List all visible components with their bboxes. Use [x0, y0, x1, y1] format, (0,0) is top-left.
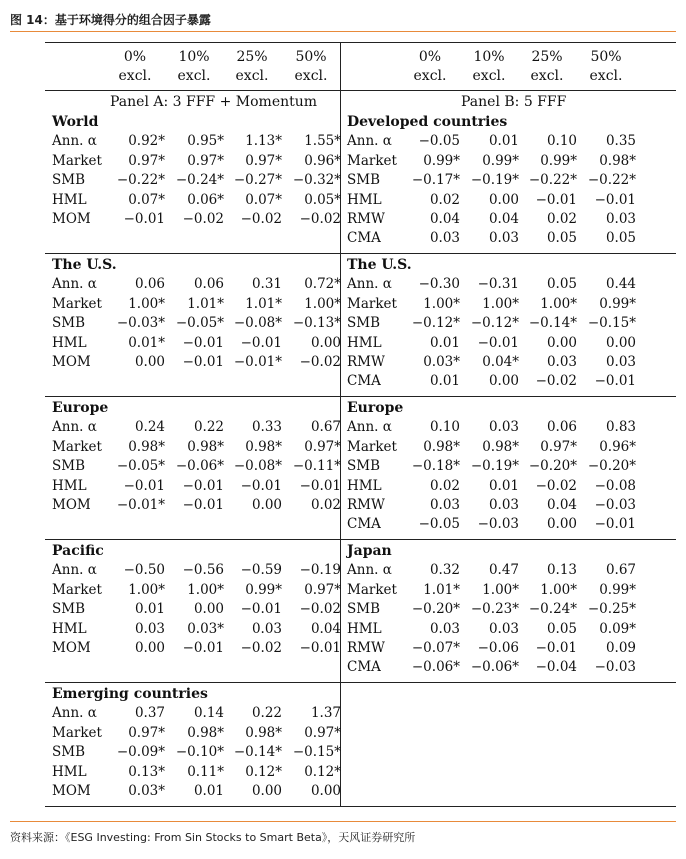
- column-header-line1: 0%: [123, 49, 147, 65]
- table-cell: 0.03: [488, 497, 519, 513]
- row-label: Market: [52, 724, 102, 741]
- table-cell: 0.98*: [482, 438, 519, 455]
- column-header-line1: 50%: [590, 49, 622, 65]
- table-cell: −0.30: [418, 276, 460, 293]
- table-cell: 0.99*: [482, 152, 519, 169]
- table-cell: −0.01: [594, 516, 636, 533]
- title-rule: [10, 31, 676, 32]
- row-label: MOM: [52, 497, 91, 513]
- table-cell: 0.98*: [187, 724, 224, 741]
- row-label: SMB: [52, 315, 85, 332]
- table-cell: 0.97*: [128, 152, 165, 169]
- row-label: CMA: [347, 373, 381, 390]
- table-cell: 0.00: [310, 334, 341, 351]
- column-header-line1: 25%: [531, 49, 563, 65]
- panel-a-title: Panel A: 3 FFF + Momentum: [110, 94, 318, 110]
- table-cell: 0.00: [251, 783, 282, 799]
- table-cell: 0.92*: [128, 133, 165, 150]
- table-cell: 0.10: [429, 419, 460, 436]
- row-label: Market: [347, 295, 397, 312]
- table-cell: −0.11*: [292, 458, 341, 475]
- table-cell: 1.00*: [482, 295, 519, 312]
- block-separator: [340, 682, 676, 683]
- row-label: Market: [347, 438, 397, 455]
- table-cell: 0.00: [193, 601, 224, 618]
- table-cell: −0.02: [182, 211, 224, 227]
- table-cell: 1.00*: [128, 295, 165, 312]
- column-header-line2: excl.: [472, 68, 506, 84]
- row-label: Market: [52, 295, 102, 312]
- block-name: World: [52, 114, 99, 130]
- table-cell: −0.20*: [411, 601, 460, 618]
- table-cell: 0.06*: [187, 191, 224, 208]
- row-label: HML: [52, 477, 87, 494]
- column-header-a-3: [276, 48, 346, 86]
- column-header-line1: 0%: [418, 49, 442, 65]
- table-cell: 0.05: [546, 230, 577, 247]
- table-cell: 0.98*: [423, 438, 460, 455]
- row-label: Ann. α: [52, 133, 97, 150]
- table-cell: 0.98*: [245, 724, 282, 741]
- column-header-line2: excl.: [177, 68, 211, 84]
- table-cell: 0.03: [429, 620, 460, 637]
- table-cell: −0.06*: [411, 659, 460, 676]
- table-cell: 0.02: [429, 191, 460, 208]
- row-label: SMB: [347, 315, 380, 332]
- table-cell: 0.47: [488, 562, 519, 579]
- table-cell: 0.03: [251, 620, 282, 637]
- table-cell: −0.22*: [528, 172, 577, 189]
- table-cell: −0.27*: [233, 172, 282, 189]
- block-name: Japan: [347, 543, 392, 559]
- table-cell: −0.03: [594, 497, 636, 513]
- table-cell: 1.00*: [187, 581, 224, 598]
- row-label: HML: [347, 477, 382, 494]
- row-label: MOM: [52, 783, 91, 799]
- table-cell: −0.19*: [470, 172, 519, 189]
- table-cell: −0.06: [477, 640, 519, 656]
- column-header-line2: excl.: [589, 68, 623, 84]
- table-cell: −0.56: [182, 562, 224, 579]
- table-cell: 0.00: [134, 640, 165, 656]
- row-label: SMB: [52, 172, 85, 189]
- column-header-line2: excl.: [235, 68, 269, 84]
- table-cell: 1.01*: [245, 295, 282, 312]
- table-cell: −0.01: [182, 477, 224, 494]
- table-cell: −0.01: [123, 211, 165, 227]
- block-separator: [45, 253, 676, 254]
- table-cell: 0.99*: [245, 581, 282, 598]
- table-cell: 1.00*: [423, 295, 460, 312]
- table-cell: −0.07*: [411, 640, 460, 656]
- table-cell: 0.07*: [128, 191, 165, 208]
- table-cell: 0.03: [488, 419, 519, 436]
- table-cell: −0.25*: [587, 601, 636, 618]
- table-cell: −0.01*: [116, 497, 165, 513]
- row-label: Market: [52, 438, 102, 455]
- column-header-line1: 25%: [236, 49, 268, 65]
- table-cell: 0.67: [605, 562, 636, 579]
- source-rule: [10, 821, 676, 822]
- table-cell: 1.01*: [187, 295, 224, 312]
- table-cell: −0.20*: [587, 458, 636, 475]
- row-label: HML: [52, 191, 87, 208]
- table-cell: −0.01: [123, 477, 165, 494]
- table-cell: 0.03*: [187, 620, 224, 637]
- table-cell: −0.15*: [587, 315, 636, 332]
- table-cell: 0.13: [546, 562, 577, 579]
- table-cell: 0.31: [251, 276, 282, 293]
- table-cell: 0.22: [251, 705, 282, 722]
- table-cell: 0.97*: [128, 724, 165, 741]
- table-cell: 0.01: [134, 601, 165, 618]
- table-cell: −0.02: [299, 601, 341, 618]
- table-cell: 0.03: [488, 620, 519, 637]
- table-cell: −0.24*: [175, 172, 224, 189]
- table-cell: 0.33: [251, 419, 282, 436]
- block-name: The U.S.: [347, 257, 412, 273]
- table-cell: 0.98*: [599, 152, 636, 169]
- table-cell: 1.37: [310, 705, 341, 722]
- table-cell: 0.00: [488, 191, 519, 208]
- table-cell: 0.03: [605, 354, 636, 370]
- row-label: SMB: [52, 458, 85, 475]
- column-header-line1: 50%: [295, 49, 327, 65]
- row-label: CMA: [347, 516, 381, 533]
- column-header-line2: excl.: [118, 68, 152, 84]
- table-cell: −0.01: [240, 477, 282, 494]
- table-cell: −0.20*: [528, 458, 577, 475]
- table-cell: 0.83: [605, 419, 636, 436]
- table-cell: −0.05: [418, 133, 460, 150]
- table-cell: 0.00: [251, 497, 282, 513]
- header-rule: [45, 90, 676, 91]
- table-cell: 0.01: [429, 373, 460, 390]
- table-cell: 0.01: [488, 477, 519, 494]
- table-cell: −0.24*: [528, 601, 577, 618]
- table-cell: 0.97*: [540, 438, 577, 455]
- table-cell: −0.01*: [233, 354, 282, 370]
- table-cell: 0.98*: [128, 438, 165, 455]
- table-cell: 0.03*: [128, 783, 165, 799]
- row-label: MOM: [52, 211, 91, 227]
- table-cell: −0.08*: [233, 458, 282, 475]
- table-cell: 0.09*: [599, 620, 636, 637]
- table-cell: 1.00*: [482, 581, 519, 598]
- table-cell: 0.04*: [482, 354, 519, 370]
- table-cell: 0.05: [605, 230, 636, 247]
- table-cell: 1.00*: [540, 295, 577, 312]
- row-label: Market: [52, 152, 102, 169]
- table-cell: 0.32: [429, 562, 460, 579]
- table-cell: −0.08: [594, 477, 636, 494]
- table-cell: −0.01: [182, 640, 224, 656]
- table-cell: 1.00*: [540, 581, 577, 598]
- table-cell: 0.01*: [128, 334, 165, 351]
- table-bottom-rule: [45, 806, 676, 807]
- table-cell: 1.13*: [245, 133, 282, 150]
- table-cell: 0.11*: [187, 763, 224, 780]
- table-cell: 0.05: [546, 276, 577, 293]
- table-cell: 0.03: [134, 620, 165, 637]
- column-header-line1: 10%: [473, 49, 505, 65]
- row-label: Ann. α: [347, 276, 392, 293]
- block-name: Europe: [347, 400, 404, 416]
- table-cell: −0.01: [240, 334, 282, 351]
- table-cell: −0.01: [477, 334, 519, 351]
- table-cell: 0.96*: [599, 438, 636, 455]
- table-cell: 0.97*: [304, 581, 341, 598]
- table-cell: 0.06: [193, 276, 224, 293]
- row-label: HML: [52, 334, 87, 351]
- table-cell: −0.22*: [116, 172, 165, 189]
- table-cell: 0.12*: [245, 763, 282, 780]
- table-cell: 0.99*: [599, 581, 636, 598]
- row-label: SMB: [52, 744, 85, 761]
- table-cell: 0.00: [488, 373, 519, 390]
- table-cell: −0.19*: [470, 458, 519, 475]
- block-separator: [45, 396, 676, 397]
- table-cell: 1.00*: [304, 295, 341, 312]
- table-cell: −0.12*: [411, 315, 460, 332]
- table-cell: 0.00: [546, 516, 577, 533]
- table-cell: 0.06: [134, 276, 165, 293]
- row-label: RMW: [347, 211, 385, 227]
- table-cell: 0.05: [546, 620, 577, 637]
- table-cell: −0.02: [240, 640, 282, 656]
- block-name: The U.S.: [52, 257, 117, 273]
- row-label: Ann. α: [347, 562, 392, 579]
- row-label: Ann. α: [52, 705, 97, 722]
- row-label: Ann. α: [52, 562, 97, 579]
- table-cell: 0.22: [193, 419, 224, 436]
- table-cell: 0.03: [488, 230, 519, 247]
- table-cell: 0.67: [310, 419, 341, 436]
- table-cell: −0.03: [477, 516, 519, 533]
- table-cell: −0.02: [299, 211, 341, 227]
- row-label: Ann. α: [52, 419, 97, 436]
- table-cell: −0.05: [418, 516, 460, 533]
- table-cell: −0.14*: [528, 315, 577, 332]
- table-cell: 1.55*: [304, 133, 341, 150]
- table-cell: 0.06: [546, 419, 577, 436]
- table-cell: −0.05*: [116, 458, 165, 475]
- table-cell: 0.12*: [304, 763, 341, 780]
- block-separator: [45, 539, 676, 540]
- block-name: Developed countries: [347, 114, 508, 130]
- table-cell: −0.23*: [470, 601, 519, 618]
- row-label: Ann. α: [52, 276, 97, 293]
- table-cell: −0.14*: [233, 744, 282, 761]
- table-cell: −0.10*: [175, 744, 224, 761]
- results-table: [45, 42, 676, 807]
- table-cell: 1.00*: [128, 581, 165, 598]
- table-cell: −0.17*: [411, 172, 460, 189]
- table-cell: 1.01*: [423, 581, 460, 598]
- column-header-line1: 10%: [178, 49, 210, 65]
- table-cell: 0.03: [429, 230, 460, 247]
- table-cell: −0.05*: [175, 315, 224, 332]
- row-label: Market: [347, 152, 397, 169]
- table-cell: −0.01: [535, 640, 577, 656]
- figure-title: 图 14：基于环境得分的组合因子暴露: [10, 13, 211, 27]
- table-cell: 0.14: [193, 705, 224, 722]
- table-cell: 0.03: [546, 354, 577, 370]
- table-cell: 0.02: [546, 211, 577, 227]
- table-cell: 0.99*: [423, 152, 460, 169]
- table-cell: −0.32*: [292, 172, 341, 189]
- source-note: 资料来源：《ESG Investing: From Sin Stocks to Smart Beta》，天风证券研究所: [10, 831, 416, 844]
- table-cell: 0.04: [429, 211, 460, 227]
- row-label: HML: [347, 334, 382, 351]
- table-top-rule: [45, 42, 676, 43]
- table-cell: −0.12*: [470, 315, 519, 332]
- table-cell: 0.02: [429, 477, 460, 494]
- table-cell: −0.15*: [292, 744, 341, 761]
- table-cell: −0.02: [535, 373, 577, 390]
- block-name: Europe: [52, 400, 109, 416]
- table-cell: 0.00: [310, 783, 341, 799]
- table-cell: 0.44: [605, 276, 636, 293]
- table-cell: −0.08*: [233, 315, 282, 332]
- table-cell: 0.98*: [187, 438, 224, 455]
- table-cell: −0.59: [240, 562, 282, 579]
- table-cell: 0.98*: [245, 438, 282, 455]
- row-label: SMB: [52, 601, 85, 618]
- table-cell: 0.95*: [187, 133, 224, 150]
- table-cell: −0.02: [240, 211, 282, 227]
- table-cell: −0.22*: [587, 172, 636, 189]
- row-label: RMW: [347, 640, 385, 656]
- row-label: Ann. α: [347, 419, 392, 436]
- table-cell: 0.97*: [187, 152, 224, 169]
- column-header-line2: excl.: [294, 68, 328, 84]
- table-cell: 0.01: [488, 133, 519, 150]
- row-label: Ann. α: [347, 133, 392, 150]
- table-cell: −0.01: [182, 354, 224, 370]
- table-cell: −0.01: [182, 334, 224, 351]
- row-label: SMB: [347, 601, 380, 618]
- table-cell: 0.13*: [128, 763, 165, 780]
- table-cell: 0.00: [546, 334, 577, 351]
- table-cell: 0.37: [134, 705, 165, 722]
- row-label: SMB: [347, 458, 380, 475]
- column-header-line2: excl.: [413, 68, 447, 84]
- row-label: CMA: [347, 659, 381, 676]
- row-label: MOM: [52, 640, 91, 656]
- panel-b-title: Panel B: 5 FFF: [461, 94, 567, 110]
- table-cell: −0.02: [535, 477, 577, 494]
- table-cell: 0.99*: [540, 152, 577, 169]
- row-label: HML: [52, 763, 87, 780]
- table-cell: 0.03: [429, 497, 460, 513]
- table-cell: −0.03: [594, 659, 636, 676]
- table-cell: −0.01: [240, 601, 282, 618]
- table-cell: −0.19: [299, 562, 341, 579]
- row-label: RMW: [347, 497, 385, 513]
- table-cell: −0.01: [299, 640, 341, 656]
- table-cell: −0.01: [594, 191, 636, 208]
- table-cell: −0.04: [535, 659, 577, 676]
- row-label: MOM: [52, 354, 91, 370]
- table-cell: −0.50: [123, 562, 165, 579]
- table-cell: 0.09: [605, 640, 636, 656]
- table-cell: −0.13*: [292, 315, 341, 332]
- table-cell: 0.00: [605, 334, 636, 351]
- table-cell: 0.05*: [304, 191, 341, 208]
- table-cell: 0.04: [310, 620, 341, 637]
- table-cell: 0.72*: [304, 276, 341, 293]
- table-cell: 0.03: [605, 211, 636, 227]
- column-header-line2: excl.: [530, 68, 564, 84]
- block-name: Emerging countries: [52, 686, 208, 702]
- table-cell: 0.04: [488, 211, 519, 227]
- table-cell: 0.99*: [599, 295, 636, 312]
- row-label: CMA: [347, 230, 381, 247]
- table-cell: 0.97*: [304, 438, 341, 455]
- table-cell: −0.09*: [116, 744, 165, 761]
- row-label: Market: [52, 581, 102, 598]
- block-name: Pacific: [52, 543, 104, 559]
- table-cell: 0.97*: [245, 152, 282, 169]
- table-cell: −0.06*: [175, 458, 224, 475]
- table-cell: −0.02: [299, 354, 341, 370]
- table-cell: −0.18*: [411, 458, 460, 475]
- table-cell: 0.02: [310, 497, 341, 513]
- table-cell: −0.01: [535, 191, 577, 208]
- row-label: Market: [347, 581, 397, 598]
- table-cell: −0.01: [299, 477, 341, 494]
- table-cell: 0.35: [605, 133, 636, 150]
- table-cell: 0.10: [546, 133, 577, 150]
- table-cell: −0.06*: [470, 659, 519, 676]
- table-cell: −0.03*: [116, 315, 165, 332]
- row-label: RMW: [347, 354, 385, 370]
- row-label: SMB: [347, 172, 380, 189]
- table-cell: 0.96*: [304, 152, 341, 169]
- row-label: HML: [52, 620, 87, 637]
- row-label: HML: [347, 620, 382, 637]
- table-cell: −0.01: [594, 373, 636, 390]
- table-cell: 0.01: [193, 783, 224, 799]
- table-cell: 0.07*: [245, 191, 282, 208]
- table-cell: 0.04: [546, 497, 577, 513]
- table-cell: 0.97*: [304, 724, 341, 741]
- table-cell: 0.00: [134, 354, 165, 370]
- table-cell: 0.24: [134, 419, 165, 436]
- table-cell: −0.31: [477, 276, 519, 293]
- table-cell: 0.03*: [423, 354, 460, 370]
- table-cell: −0.01: [182, 497, 224, 513]
- column-header-b-3: [571, 48, 641, 86]
- table-cell: 0.01: [429, 334, 460, 351]
- row-label: HML: [347, 191, 382, 208]
